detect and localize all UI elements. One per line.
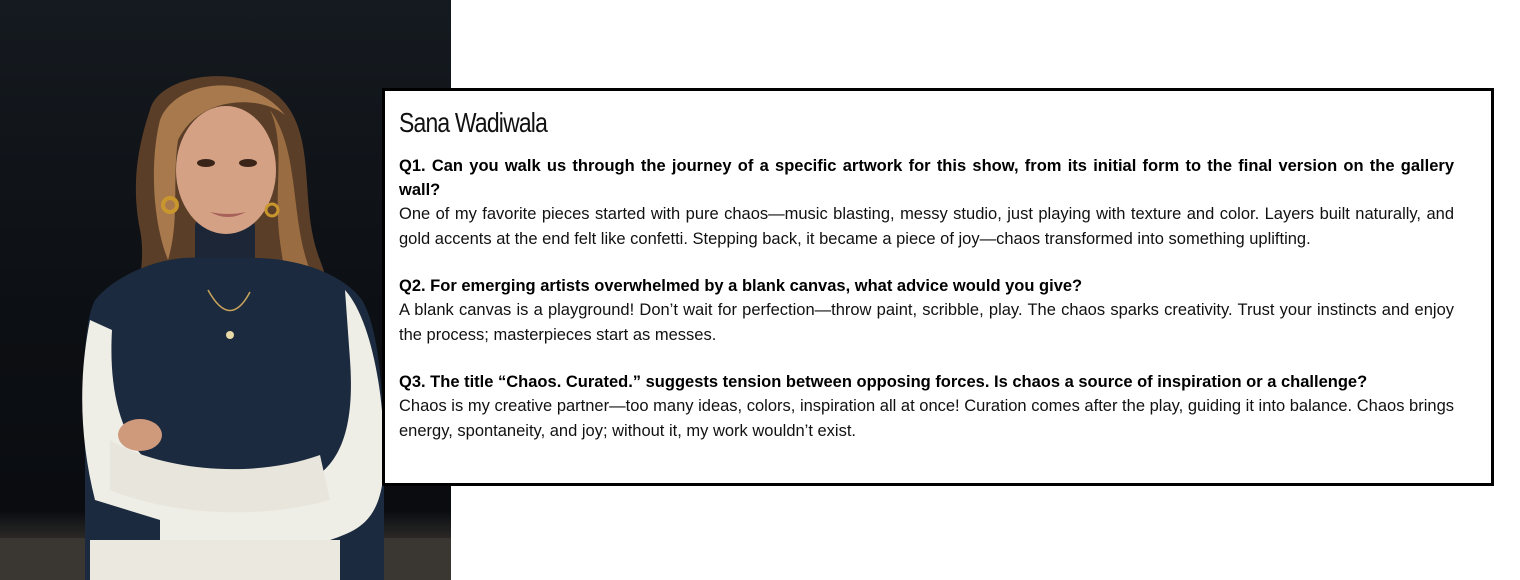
qa-item-2 (399, 274, 1454, 348)
artist-name: Sana Wadiwala (399, 107, 548, 138)
hand (118, 419, 162, 451)
question-2: Q2. For emerging artists overwhelmed by a blank canvas, what advice would you give? (399, 277, 1083, 295)
right-eye (239, 159, 257, 167)
question-1: Q1. Can you walk us through the journey of a specific artwork for this show, from its initial form to the final version on the gallery wall? (399, 157, 1454, 199)
question-3: Q3. The title “Chaos. Curated.” suggests tension between opposing forces. Is chaos a source of inspiration or a challenge? (399, 373, 1368, 391)
left-eye (197, 159, 215, 167)
answer-2: A blank canvas is a playground! Don’t wait for perfection—throw paint, scribble, play. The chaos sparks creativity. Trust your instincts and enjoy the process; masterpieces start as messes. (399, 301, 1454, 344)
qa-item-1 (399, 154, 1454, 252)
qa-item-3 (399, 370, 1454, 444)
pendant (226, 331, 234, 339)
interview-panel (382, 88, 1494, 486)
skirt (90, 540, 340, 580)
answer-3: Chaos is my creative partner—too many ideas, colors, inspiration all at once! Curation comes after the play, guiding it into balance. Chaos brings energy, spontaneity, and joy; without it, my work wouldn’t exist. (399, 397, 1454, 440)
answer-1: One of my favorite pieces started with pure chaos—music blasting, messy studio, just playing with texture and color. Layers built naturally, and gold accents at the end felt like confetti. Stepping back, it became a piece of joy—chaos transformed into something uplifting. (399, 205, 1454, 248)
